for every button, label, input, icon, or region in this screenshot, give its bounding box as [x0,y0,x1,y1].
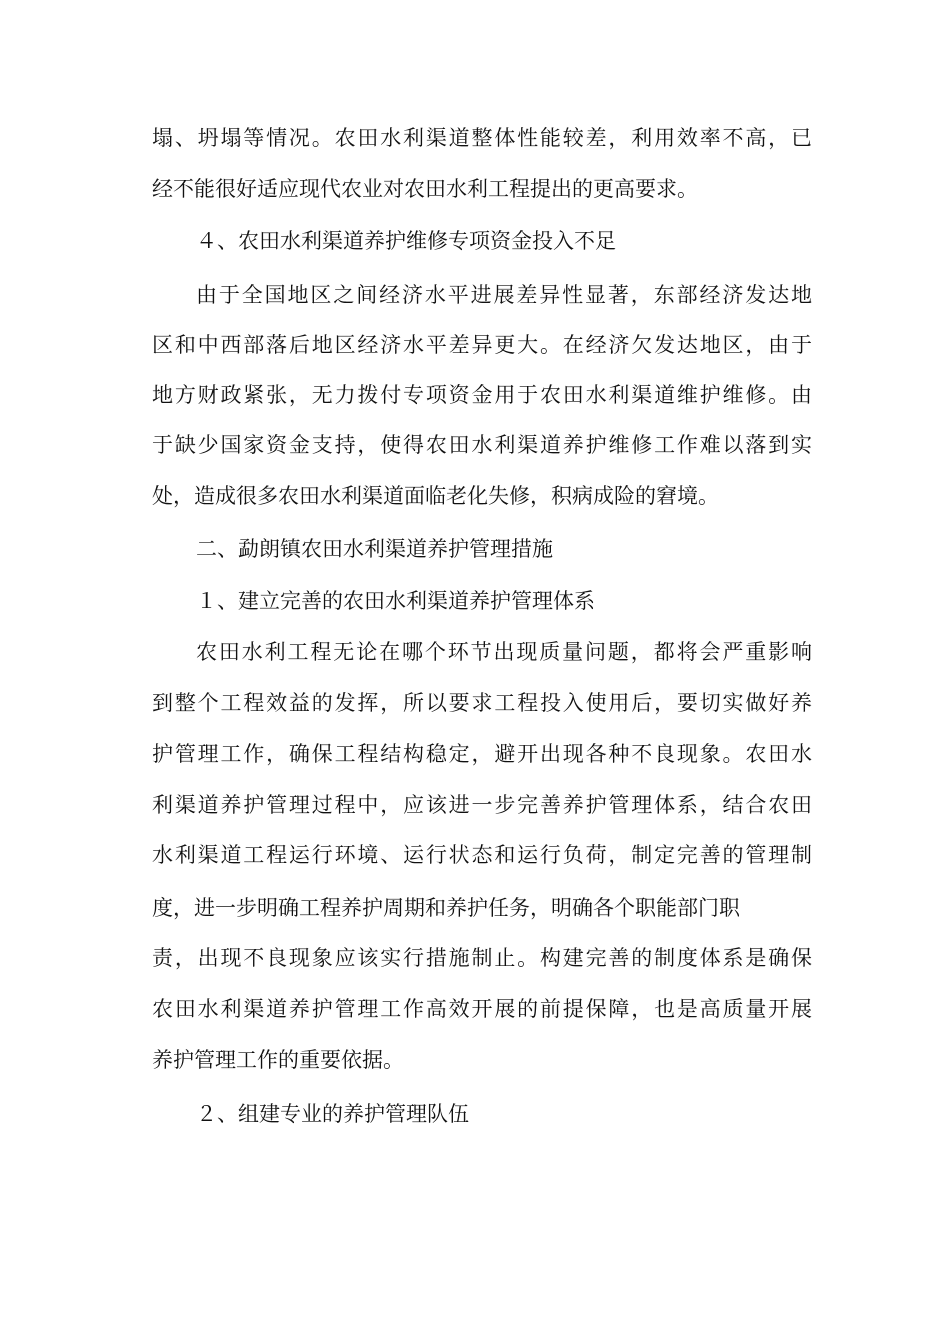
chapter-heading: 二、勐朗镇农田水利渠道养护管理措施 [196,537,553,561]
body-text-line: 处，造成很多农田水利渠道面临老化失修，积病成险的窘境。 [152,484,719,508]
section-heading: ２、组建专业的养护管理队伍 [196,1102,469,1126]
body-text-line: 水利渠道工程运行环境、运行状态和运行负荷，制定完善的管理制 [152,843,812,867]
body-text-line: 农田水利渠道养护管理工作高效开展的前提保障，也是高质量开展 [152,997,812,1021]
body-text-line: 到整个工程效益的发挥，所以要求工程投入使用后，要切实做好养 [152,691,812,715]
body-text-line: 养护管理工作的重要依据。 [152,1048,404,1072]
body-text-line: 区和中西部落后地区经济水平差异更大。在经济欠发达地区，由于 [152,333,812,357]
body-text-line: 责，出现不良现象应该实行措施制止。构建完善的制度体系是确保 [152,946,812,970]
body-text-line: 塌、坍塌等情况。农田水利渠道整体性能较差，利用效率不高，已 [152,126,812,150]
body-text-line: 由于全国地区之间经济水平进展差异性显著，东部经济发达地 [196,283,812,307]
body-text-line: 护管理工作，确保工程结构稳定，避开出现各种不良现象。农田水 [152,742,812,766]
section-heading: ４、农田水利渠道养护维修专项资金投入不足 [196,229,616,253]
body-text-line: 经不能很好适应现代农业对农田水利工程提出的更高要求。 [152,177,698,201]
section-heading: １、建立完善的农田水利渠道养护管理体系 [196,589,595,613]
body-text-line: 利渠道养护管理过程中，应该进一步完善养护管理体系，结合农田 [152,793,812,817]
body-text-line: 地方财政紧张，无力拨付专项资金用于农田水利渠道维护维修。由 [152,383,812,407]
body-text-line: 于缺少国家资金支持，使得农田水利渠道养护维修工作难以落到实 [152,433,812,457]
body-text-line: 农田水利工程无论在哪个环节出现质量问题，都将会严重影响 [196,640,812,664]
body-text-line: 度，进一步明确工程养护周期和养护任务，明确各个职能部门职 [152,896,740,920]
